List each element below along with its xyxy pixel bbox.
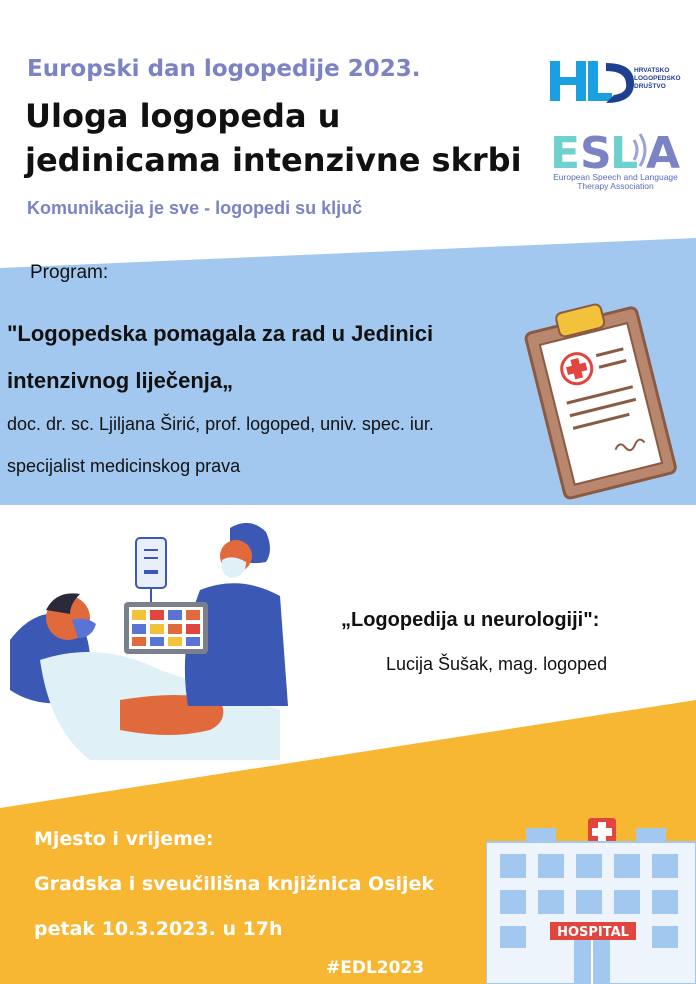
talk2-title: „Logopedija u neurologiji":: [341, 609, 600, 631]
talk2-speaker: Lucija Šušak, mag. logoped: [386, 654, 608, 674]
event-title: Europski dan logopedije 2023.: [27, 56, 421, 82]
hld-line1: HRVATSKO: [634, 67, 670, 74]
hospital-sign: HOSPITAL: [557, 925, 629, 940]
svg-text:E: E: [550, 128, 581, 174]
main-title-line2: jedinicama intenzivne skrbi: [25, 141, 522, 179]
hld-line2: LOGOPEDSKO: [634, 75, 681, 82]
clipboard-icon: [515, 300, 685, 500]
svg-text:L: L: [610, 128, 639, 174]
patient-illustration: [0, 510, 300, 770]
talk1-title-line2: intenzivnog liječenja„: [7, 368, 234, 393]
hospital-icon: [486, 816, 696, 984]
hashtag: #EDL2023: [326, 958, 425, 978]
communication-board: [124, 602, 208, 654]
talk1-speaker-line2: specijalist medicinskog prava: [7, 456, 241, 476]
tagline: Komunikacija je sve - logopedi su ključ: [27, 198, 363, 218]
program-label: Program:: [30, 262, 109, 283]
eslta-line2: Therapy Association: [577, 181, 654, 191]
venue-label: Mjesto i vrijeme:: [34, 828, 214, 850]
svg-text:S: S: [580, 128, 612, 174]
main-title-line1: Uloga logopeda u: [25, 97, 341, 135]
eslta-logo-mark: [548, 126, 683, 174]
talk1-speaker-line1: doc. dr. sc. Ljiljana Širić, prof. logoped, univ. spec. iur.: [7, 414, 434, 434]
eslta-line1: European Speech and Language: [553, 172, 678, 182]
venue-datetime: petak 10.3.2023. u 17h: [34, 918, 283, 940]
talk1-title-line1: "Logopedska pomagala za rad u Jedinici: [7, 321, 434, 346]
venue-place: Gradska i sveučilišna knjižnica Osijek: [34, 873, 435, 895]
svg-text:A: A: [646, 128, 681, 174]
hld-line3: DRUŠTVO: [634, 83, 666, 90]
hld-logo: [548, 55, 681, 107]
eslta-logo: [548, 126, 683, 196]
